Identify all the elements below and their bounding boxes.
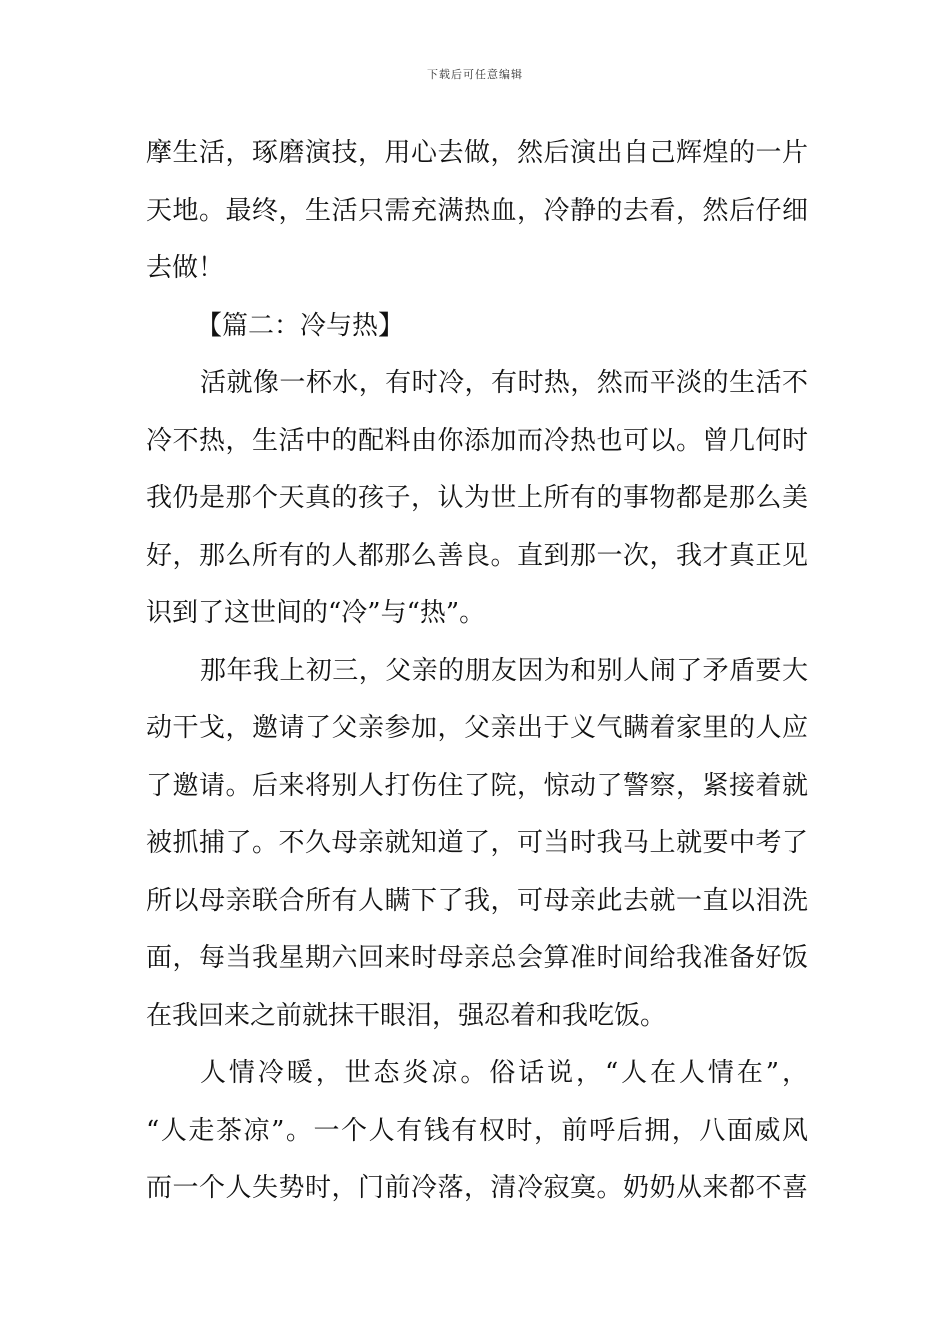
page-header: 下载后可任意编辑 <box>427 68 523 81</box>
text-line: 所以母亲联合所有人瞒下了我，可母亲此去就一直以泪洗 <box>146 885 808 916</box>
text-line: 在我回来之前就抹干眼泪，强忍着和我吃饭。 <box>146 1000 667 1031</box>
text-line: 而一个人失势时，门前冷落，清冷寂寞。奶奶从来都不喜 <box>146 1173 808 1203</box>
text-line: 了邀请。后来将别人打伤住了院，惊动了警察，紧接着就 <box>146 770 808 801</box>
text-line: 我仍是那个天真的孩子，认为世上所有的事物都是那么美 <box>146 483 808 513</box>
text-line: 人情冷暖，世态炎凉。俗话说，“人在人情在”， <box>200 1058 808 1088</box>
document-body <box>146 125 808 1218</box>
text-line: 被抓捕了。不久母亲就知道了，可当时我马上就要中考了 <box>146 828 808 858</box>
text-line: 好，那么所有的人都那么善良。直到那一次，我才真正见 <box>146 540 808 571</box>
section-heading: 【篇二：冷与热】 <box>196 310 405 341</box>
text-line: 那年我上初三，父亲的朋友因为和别人闹了矛盾要大 <box>200 655 808 686</box>
text-line: “人走茶凉”。一个人有钱有权时，前呼后拥，八面威风 <box>146 1115 808 1146</box>
text-line: 摩生活，琢磨演技，用心去做，然后演出自己辉煌的一片 <box>146 138 808 168</box>
text-line: 冷不热，生活中的配料由你添加而冷热也可以。曾几何时 <box>146 425 808 456</box>
text-line: 面，每当我星期六回来时母亲总会算准时间给我准备好饭 <box>146 943 808 973</box>
text-line: 识到了这世间的“冷”与“热”。 <box>146 598 486 628</box>
text-line: 天地。最终，生活只需充满热血，冷静的去看，然后仔细 <box>146 195 808 226</box>
text-line: 动干戈，邀请了父亲参加，父亲出于义气瞒着家里的人应 <box>146 713 808 743</box>
text-line: 去做！ <box>146 253 225 283</box>
text-line: 活就像一杯水，有时冷，有时热，然而平淡的生活不 <box>200 368 808 398</box>
